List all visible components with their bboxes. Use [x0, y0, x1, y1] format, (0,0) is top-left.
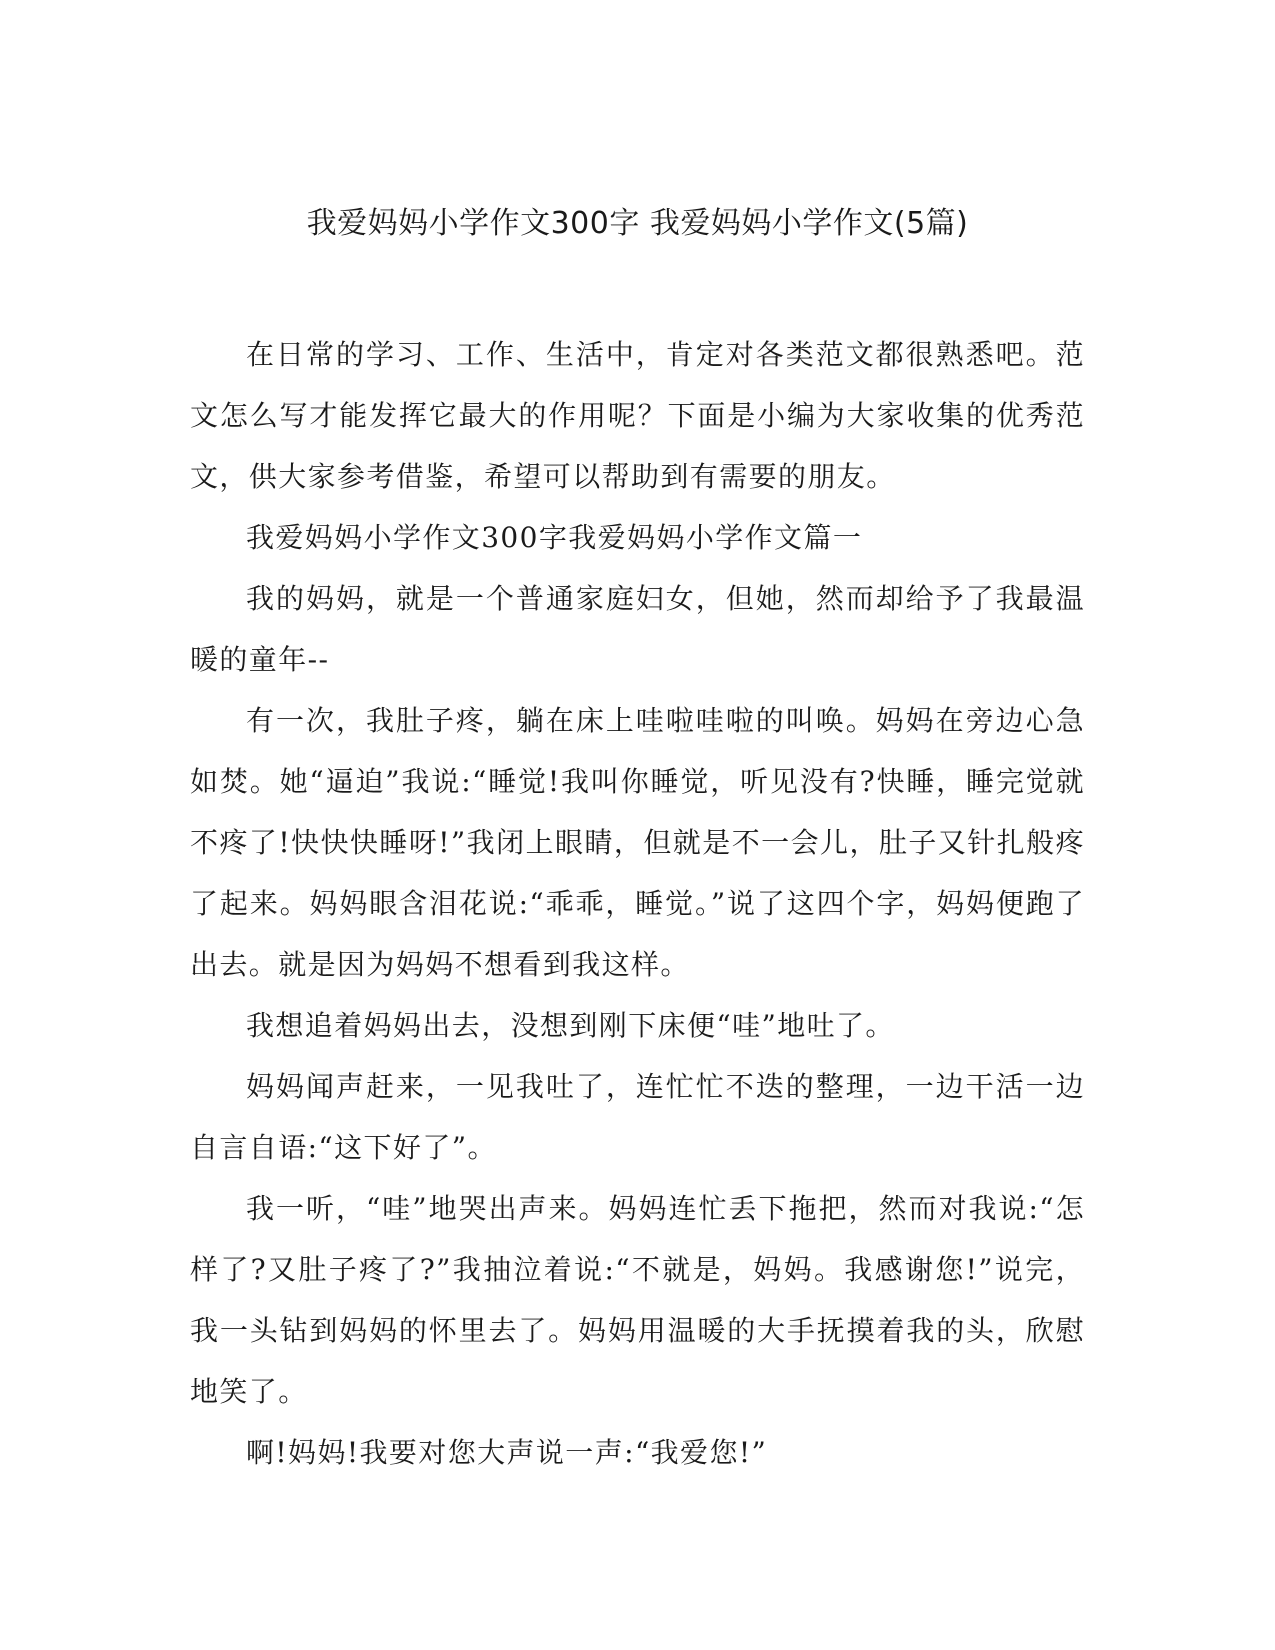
paragraph: 啊!妈妈!我要对您大声说一声:“我爱您!”: [246, 1436, 768, 1469]
paragraph: 妈妈闻声赶来，一见我吐了，连忙忙不迭的整理，一边干活一边自言自语:“这下好了”。: [190, 1070, 1085, 1164]
paragraph: 我一听，“哇”地哭出声来。妈妈连忙丢下拖把，然而对我说:“怎样了?又肚子疼了?”我抽泣着说:“不就是，妈妈。我感谢您!”说完，我一头钻到妈妈的怀里去了。妈妈用温暖的大手抚摸着我的头，欣慰地笑了。: [190, 1192, 1085, 1408]
paragraph: 我想追着妈妈出去，没想到刚下床便“哇”地吐了。: [246, 1009, 895, 1042]
paragraph-section-heading: 我爱妈妈小学作文300字我爱妈妈小学作文篇一: [246, 521, 863, 554]
paragraph: 有一次，我肚子疼，躺在床上哇啦哇啦的叫唤。妈妈在旁边心急如焚。她“逼迫”我说:“睡觉!我叫你睡觉，听见没有?快睡，睡完觉就不疼了!快快快睡呀!”我闭上眼睛，但就是不一会儿，肚子又针扎般疼了起来。妈妈眼含泪花说:“乖乖，睡觉。”说了这四个字，妈妈便跑了出去。就是因为妈妈不想看到我这样。: [190, 704, 1085, 981]
paragraph-intro: 在日常的学习、工作、生活中，肯定对各类范文都很熟悉吧。范文怎么写才能发挥它最大的作用呢？下面是小编为大家收集的优秀范文，供大家参考借鉴，希望可以帮助到有需要的朋友。: [190, 338, 1085, 493]
paragraph: 我的妈妈，就是一个普通家庭妇女，但她，然而却给予了我最温暖的童年--: [190, 582, 1085, 676]
document-body: [190, 324, 1085, 1483]
document-title: 我爱妈妈小学作文300字 我爱妈妈小学作文(5篇): [306, 206, 969, 241]
